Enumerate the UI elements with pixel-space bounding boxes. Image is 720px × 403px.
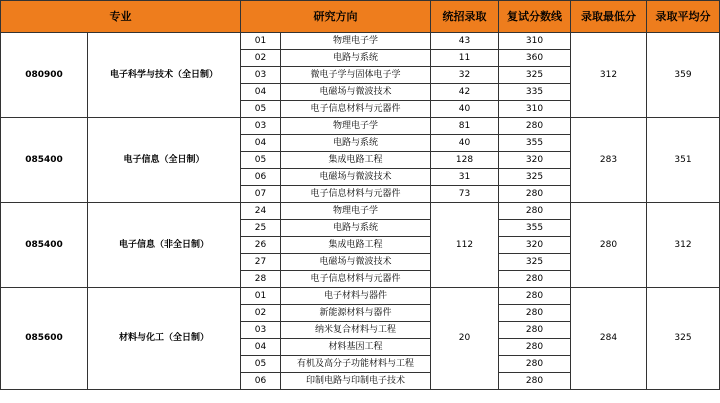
direction-name: 物理电子学	[281, 33, 431, 50]
retest-score: 280	[499, 288, 571, 305]
min-score: 283	[571, 118, 647, 203]
retest-score: 335	[499, 84, 571, 101]
direction-number: 04	[241, 84, 281, 101]
avg-score: 351	[647, 118, 720, 203]
header-min: 录取最低分	[571, 1, 647, 33]
direction-name: 电路与系统	[281, 135, 431, 152]
retest-score: 280	[499, 118, 571, 135]
direction-name: 电子材料与器件	[281, 288, 431, 305]
direction-name: 集成电路工程	[281, 152, 431, 169]
direction-name: 电磁场与微波技术	[281, 84, 431, 101]
direction-name: 电子信息材料与元器件	[281, 101, 431, 118]
direction-number: 07	[241, 186, 281, 203]
enrolled-count: 128	[431, 152, 499, 169]
direction-number: 25	[241, 220, 281, 237]
direction-number: 04	[241, 339, 281, 356]
direction-name: 电路与系统	[281, 220, 431, 237]
direction-number: 05	[241, 101, 281, 118]
retest-score: 325	[499, 169, 571, 186]
major-code: 085600	[1, 288, 88, 390]
direction-number: 26	[241, 237, 281, 254]
direction-number: 27	[241, 254, 281, 271]
header-avg: 录取平均分	[647, 1, 720, 33]
enrolled-count: 73	[431, 186, 499, 203]
retest-score: 280	[499, 203, 571, 220]
major-code: 085400	[1, 203, 88, 288]
direction-number: 03	[241, 118, 281, 135]
direction-name: 电路与系统	[281, 50, 431, 67]
enrolled-count: 40	[431, 101, 499, 118]
direction-name: 微电子学与固体电子学	[281, 67, 431, 84]
direction-name: 有机及高分子功能材料与工程	[281, 356, 431, 373]
major-name: 材料与化工（全日制）	[88, 288, 241, 390]
retest-score: 280	[499, 373, 571, 390]
direction-number: 06	[241, 169, 281, 186]
major-name: 电子信息（非全日制）	[88, 203, 241, 288]
header-retest: 复试分数线	[499, 1, 571, 33]
retest-score: 310	[499, 101, 571, 118]
min-score: 312	[571, 33, 647, 118]
table-row	[1, 118, 720, 135]
min-score: 280	[571, 203, 647, 288]
header-major: 专业	[1, 1, 241, 33]
direction-number: 01	[241, 288, 281, 305]
direction-number: 03	[241, 67, 281, 84]
table-row	[1, 33, 720, 50]
avg-score: 359	[647, 33, 720, 118]
direction-name: 电磁场与微波技术	[281, 169, 431, 186]
retest-score: 280	[499, 186, 571, 203]
enrolled-count: 42	[431, 84, 499, 101]
enrolled-count: 81	[431, 118, 499, 135]
retest-score: 325	[499, 254, 571, 271]
direction-name: 电子信息材料与元器件	[281, 186, 431, 203]
direction-number: 06	[241, 373, 281, 390]
direction-number: 03	[241, 322, 281, 339]
avg-score: 312	[647, 203, 720, 288]
direction-name: 纳米复合材料与工程	[281, 322, 431, 339]
min-score: 284	[571, 288, 647, 390]
direction-name: 印制电路与印制电子技术	[281, 373, 431, 390]
retest-score: 360	[499, 50, 571, 67]
retest-score: 280	[499, 356, 571, 373]
retest-score: 320	[499, 152, 571, 169]
major-name: 电子信息（全日制）	[88, 118, 241, 203]
avg-score: 325	[647, 288, 720, 390]
table-row	[1, 288, 720, 305]
direction-number: 28	[241, 271, 281, 288]
header-enrolled: 统招录取	[431, 1, 499, 33]
retest-score: 355	[499, 220, 571, 237]
direction-name: 材料基因工程	[281, 339, 431, 356]
direction-name: 电子信息材料与元器件	[281, 271, 431, 288]
retest-score: 320	[499, 237, 571, 254]
direction-number: 02	[241, 305, 281, 322]
direction-name: 集成电路工程	[281, 237, 431, 254]
direction-number: 24	[241, 203, 281, 220]
enrolled-count: 20	[431, 288, 499, 390]
header-direction: 研究方向	[241, 1, 431, 33]
direction-number: 02	[241, 50, 281, 67]
enrolled-count: 31	[431, 169, 499, 186]
direction-name: 新能源材料与器件	[281, 305, 431, 322]
table-row	[1, 203, 720, 220]
retest-score: 280	[499, 271, 571, 288]
direction-number: 01	[241, 33, 281, 50]
enrolled-count: 43	[431, 33, 499, 50]
retest-score: 280	[499, 339, 571, 356]
direction-name: 物理电子学	[281, 118, 431, 135]
enrolled-count: 11	[431, 50, 499, 67]
table-header-row	[1, 1, 720, 33]
retest-score: 310	[499, 33, 571, 50]
major-code: 080900	[1, 33, 88, 118]
direction-number: 05	[241, 356, 281, 373]
retest-score: 280	[499, 322, 571, 339]
enrolled-count: 112	[431, 203, 499, 288]
direction-name: 物理电子学	[281, 203, 431, 220]
retest-score: 280	[499, 305, 571, 322]
retest-score: 355	[499, 135, 571, 152]
enrolled-count: 32	[431, 67, 499, 84]
direction-number: 04	[241, 135, 281, 152]
major-code: 085400	[1, 118, 88, 203]
retest-score: 325	[499, 67, 571, 84]
enrolled-count: 40	[431, 135, 499, 152]
direction-number: 05	[241, 152, 281, 169]
direction-name: 电磁场与微波技术	[281, 254, 431, 271]
major-name: 电子科学与技术（全日制）	[88, 33, 241, 118]
